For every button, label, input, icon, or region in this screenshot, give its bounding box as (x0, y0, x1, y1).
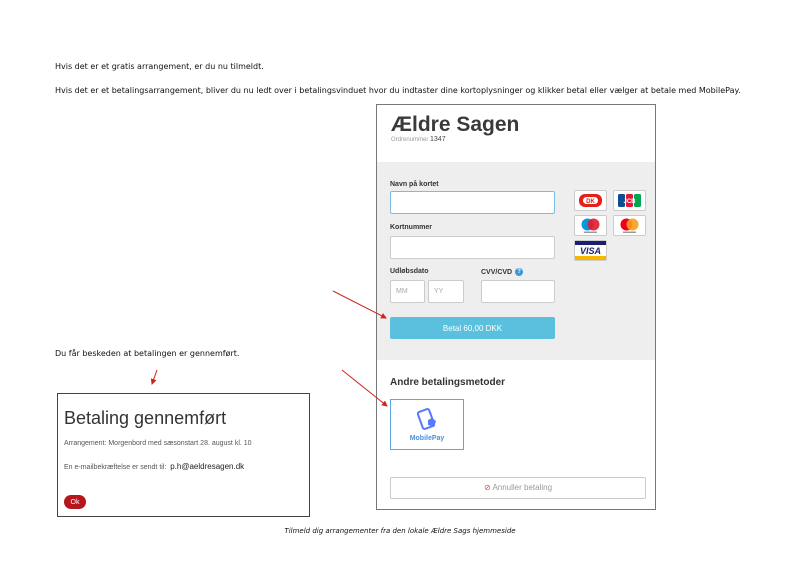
help-icon[interactable]: ? (515, 268, 523, 276)
ok-button[interactable]: Ok (64, 495, 86, 509)
payment-confirmation (57, 393, 310, 517)
cancel-icon: ⊘ (483, 483, 491, 492)
arrow-to-confirmation (152, 370, 157, 384)
paragraph-free-event: Hvis det er et gratis arrangement, er du nu tilmeldt. (55, 62, 264, 71)
card-number-input[interactable] (390, 236, 555, 259)
card-name-input[interactable] (390, 191, 555, 214)
svg-text:JCB: JCB (623, 199, 636, 205)
svg-text:DK: DK (586, 199, 595, 205)
paragraph-paid-event: Hvis det er et betalingsarrangement, bliver du nu ledt over i betalingsvinduet hvor du indtaster dine kortoplysninger og klikker betal eller vælger at betale med MobilePay. (55, 86, 741, 95)
email-label: En e-mailbekræftelse er sendt til: (64, 464, 167, 471)
cvv-label-text: CVV/CVD (481, 268, 513, 276)
order-number-row (391, 136, 446, 143)
event-info: Arrangement: Morgenbord med sæsonstart 28. august kl. 10 (64, 440, 252, 447)
dankort-icon (574, 190, 607, 211)
mobilepay-label: MobilePay (409, 435, 445, 442)
cancel-payment-button[interactable] (390, 477, 646, 499)
expiry-month-input[interactable]: MM (390, 280, 425, 303)
pay-button[interactable]: Betal 60,00 DKK (390, 317, 555, 339)
cancel-payment-label: Annuller betaling (492, 483, 553, 492)
mobilepay-button[interactable] (390, 399, 464, 450)
name-label: Navn på kortet (390, 181, 439, 188)
confirmation-title: Betaling gennemført (64, 408, 227, 428)
figure-caption: Tilmeld dig arrangementer fra den lokale Ældre Sags hjemmeside (284, 527, 516, 535)
cvv-label (481, 268, 523, 276)
order-number: 1347 (430, 136, 446, 143)
expiry-label: Udløbsdato (390, 268, 429, 275)
brand-title: Ældre Sagen (391, 113, 520, 136)
mastercard-icon (613, 215, 646, 236)
expiry-year-input[interactable]: YY (428, 280, 464, 303)
order-number-label: Ordrenummer (391, 137, 429, 143)
paragraph-payment-done: Du får beskeden at betalingen er gennemført. (55, 349, 240, 358)
email-confirmation (64, 462, 244, 471)
alt-payment-title: Andre betalingsmetoder (390, 377, 506, 388)
svg-text:VISA: VISA (579, 246, 602, 256)
mobilepay-icon (416, 406, 440, 432)
card-number-label: Kortnummer (390, 224, 433, 231)
email-address: p.h@aeldresagen.dk (170, 462, 245, 471)
visa-icon (574, 240, 607, 261)
maestro-icon (574, 215, 607, 236)
jcb-icon (613, 190, 646, 211)
cvv-input[interactable] (481, 280, 555, 303)
payment-window (376, 104, 656, 510)
